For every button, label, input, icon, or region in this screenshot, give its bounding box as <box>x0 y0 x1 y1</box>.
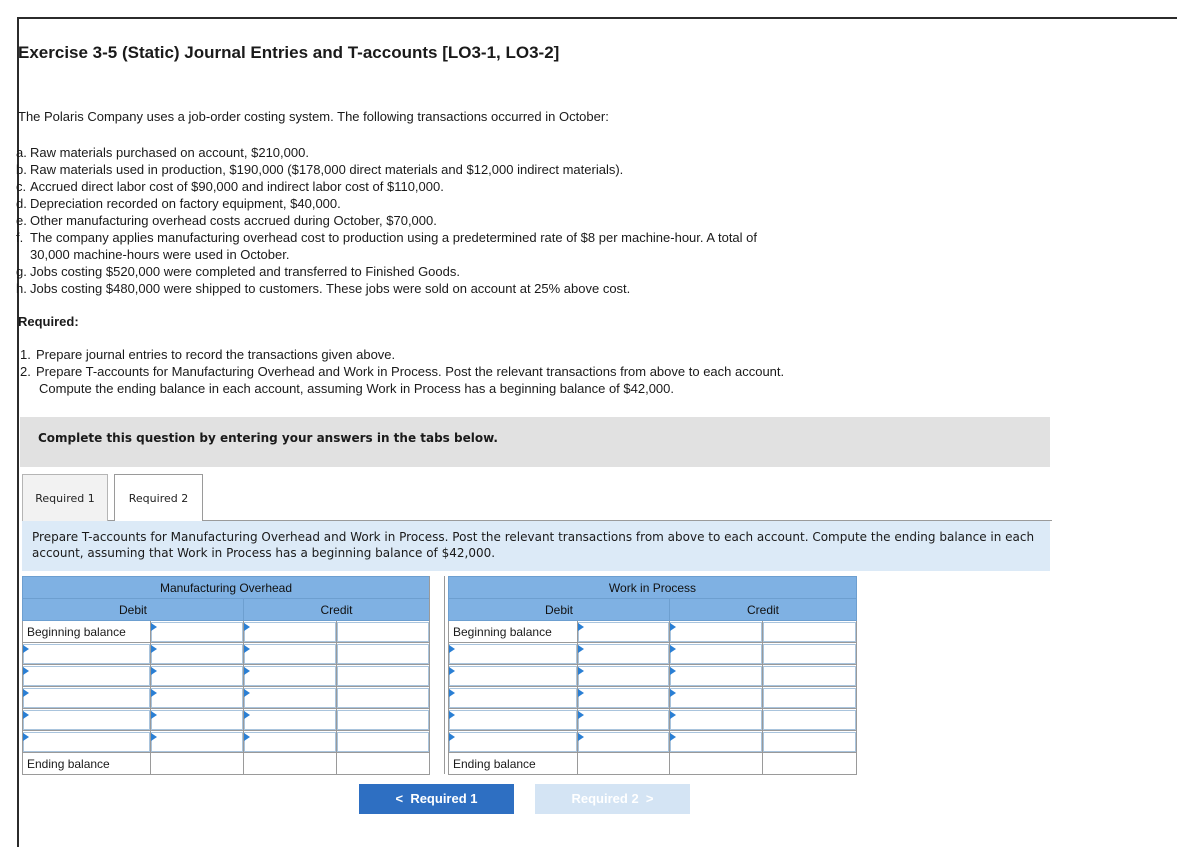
dropdown-arrow-icon <box>23 733 29 741</box>
ending-balance-label: Ending balance <box>449 753 578 775</box>
item-text: Jobs costing $520,000 were completed and transferred to Finished Goods. <box>30 264 460 279</box>
dropdown-arrow-icon <box>578 645 584 653</box>
dropdown-arrow-icon <box>151 733 157 741</box>
posting-row <box>449 665 857 687</box>
account-input[interactable] <box>23 644 150 664</box>
account-input[interactable] <box>244 710 336 730</box>
amount-input[interactable] <box>578 710 669 730</box>
amount-input[interactable] <box>151 710 243 730</box>
amount-cell[interactable] <box>337 709 430 731</box>
dropdown-arrow-icon <box>151 711 157 719</box>
item-text: Raw materials used in production, $190,000 ($178,000 direct materials and $12,000 indirect materials). <box>30 162 624 177</box>
amount-input[interactable] <box>151 732 243 752</box>
dropdown-arrow-icon <box>578 733 584 741</box>
account-input[interactable] <box>23 710 150 730</box>
amount-input[interactable] <box>763 732 856 752</box>
transaction-item <box>16 195 757 212</box>
amount-cell[interactable] <box>151 709 244 731</box>
item-text: Raw materials purchased on account, $210,000. <box>30 145 309 160</box>
dropdown-arrow-icon <box>449 711 455 719</box>
tab-instructions: Prepare T-accounts for Manufacturing Overhead and Work in Process. Post the relevant transactions from above to each account. Compute the ending balance in each account, assuming that Work in Process has a beginning balance of $42,000. <box>22 521 1050 571</box>
account-cell[interactable] <box>449 731 578 753</box>
amount-cell[interactable] <box>151 621 244 643</box>
posting-row <box>449 687 857 709</box>
dropdown-arrow-icon <box>23 689 29 697</box>
ending-credit-amount-cell[interactable] <box>337 753 430 775</box>
account-cell[interactable] <box>23 687 151 709</box>
dropdown-arrow-icon <box>578 667 584 675</box>
item-marker: 1. <box>20 347 31 362</box>
amount-input[interactable] <box>578 666 669 686</box>
account-input[interactable] <box>244 644 336 664</box>
ending-credit-label-cell <box>244 753 337 775</box>
item-text: Jobs costing $480,000 were shipped to customers. These jobs were sold on account at 25% above cost. <box>30 281 631 296</box>
account-input[interactable] <box>670 644 762 664</box>
tab-required-2[interactable]: Required 2 <box>114 474 203 522</box>
amount-input[interactable] <box>337 666 429 686</box>
account-cell[interactable] <box>670 621 763 643</box>
dropdown-arrow-icon <box>670 623 676 631</box>
amount-cell[interactable] <box>578 643 670 665</box>
ending-credit-amount-cell[interactable] <box>763 753 857 775</box>
dropdown-arrow-icon <box>244 623 250 631</box>
amount-input[interactable] <box>337 710 429 730</box>
account-input[interactable] <box>670 710 762 730</box>
tab-required-1[interactable]: Required 1 <box>22 474 108 521</box>
account-cell[interactable] <box>449 643 578 665</box>
intro-text: The Polaris Company uses a job-order costing system. The following transactions occurred in October: <box>18 109 609 124</box>
item-marker: 2. <box>20 364 31 379</box>
account-input[interactable] <box>23 688 150 708</box>
ending-amount-cell[interactable] <box>151 753 244 775</box>
account-input[interactable] <box>244 666 336 686</box>
account-cell[interactable] <box>244 687 337 709</box>
amount-input[interactable] <box>578 622 669 642</box>
dropdown-arrow-icon <box>449 689 455 697</box>
account-cell[interactable] <box>23 709 151 731</box>
transaction-item <box>16 229 757 263</box>
required-heading: Required: <box>18 314 79 329</box>
dropdown-arrow-icon <box>151 689 157 697</box>
amount-input[interactable] <box>578 644 669 664</box>
item-marker: c. <box>16 179 27 194</box>
ending-amount-cell[interactable] <box>578 753 670 775</box>
amount-cell[interactable] <box>337 621 430 643</box>
dropdown-arrow-icon <box>23 645 29 653</box>
amount-cell[interactable] <box>763 687 857 709</box>
chevron-right-icon: > <box>645 791 654 806</box>
account-cell[interactable] <box>449 687 578 709</box>
amount-input[interactable] <box>337 644 429 664</box>
item-text: Prepare T-accounts for Manufacturing Overhead and Work in Process. Post the relevant transactions from above to each account. <box>36 364 785 379</box>
ending-credit-label-cell <box>670 753 763 775</box>
account-title: Work in Process <box>449 577 857 599</box>
account-input[interactable] <box>670 666 762 686</box>
dropdown-arrow-icon <box>244 645 250 653</box>
dropdown-arrow-icon <box>244 733 250 741</box>
transaction-item <box>16 263 757 280</box>
dropdown-arrow-icon <box>151 623 157 631</box>
amount-input[interactable] <box>763 710 856 730</box>
item-text: Prepare journal entries to record the transactions given above. <box>36 347 396 362</box>
dropdown-arrow-icon <box>670 667 676 675</box>
account-input[interactable] <box>449 710 577 730</box>
amount-input[interactable] <box>337 732 429 752</box>
item-marker: f. <box>16 230 24 245</box>
account-cell[interactable] <box>449 709 578 731</box>
next-button-label: Required 2 <box>571 791 639 806</box>
amount-input[interactable] <box>151 644 243 664</box>
dropdown-arrow-icon <box>670 689 676 697</box>
amount-cell[interactable] <box>763 665 857 687</box>
account-input[interactable] <box>670 622 762 642</box>
dropdown-arrow-icon <box>449 667 455 675</box>
account-cell[interactable] <box>244 643 337 665</box>
amount-cell[interactable] <box>151 731 244 753</box>
dropdown-arrow-icon <box>670 733 676 741</box>
dropdown-arrow-icon <box>670 711 676 719</box>
item-marker: d. <box>16 196 27 211</box>
tab-bar <box>22 474 1052 521</box>
item-text-continued: 30,000 machine-hours were used in October. <box>30 247 290 262</box>
dropdown-arrow-icon <box>578 689 584 697</box>
work-in-process-t-account <box>448 576 857 775</box>
amount-cell[interactable] <box>337 731 430 753</box>
account-cell[interactable] <box>244 665 337 687</box>
account-cell[interactable] <box>23 665 151 687</box>
account-input[interactable] <box>244 622 336 642</box>
account-cell[interactable] <box>244 709 337 731</box>
account-cell[interactable] <box>670 665 763 687</box>
posting-row <box>449 643 857 665</box>
amount-cell[interactable] <box>578 621 670 643</box>
amount-input[interactable] <box>578 688 669 708</box>
amount-cell[interactable] <box>763 621 857 643</box>
dropdown-arrow-icon <box>449 645 455 653</box>
account-cell[interactable] <box>670 731 763 753</box>
manufacturing-overhead-t-account <box>22 576 430 775</box>
posting-row <box>23 687 430 709</box>
account-title: Manufacturing Overhead <box>23 577 430 599</box>
amount-cell[interactable] <box>337 643 430 665</box>
account-input[interactable] <box>670 688 762 708</box>
amount-input[interactable] <box>151 666 243 686</box>
posting-row <box>449 731 857 753</box>
transaction-item <box>16 280 757 297</box>
amount-input[interactable] <box>151 688 243 708</box>
account-cell[interactable] <box>449 665 578 687</box>
debit-header: Debit <box>23 599 244 621</box>
account-input[interactable] <box>244 688 336 708</box>
transaction-item <box>16 212 757 229</box>
amount-cell[interactable] <box>578 731 670 753</box>
dropdown-arrow-icon <box>244 667 250 675</box>
account-input[interactable] <box>670 732 762 752</box>
amount-input[interactable] <box>337 688 429 708</box>
amount-input[interactable] <box>578 732 669 752</box>
item-text: Accrued direct labor cost of $90,000 and indirect labor cost of $110,000. <box>30 179 444 194</box>
item-marker: b. <box>16 162 27 177</box>
amount-input[interactable] <box>763 622 856 642</box>
account-input[interactable] <box>449 666 577 686</box>
amount-input[interactable] <box>763 666 856 686</box>
amount-input[interactable] <box>763 688 856 708</box>
posting-row <box>449 709 857 731</box>
amount-cell[interactable] <box>578 665 670 687</box>
account-input[interactable] <box>23 732 150 752</box>
debit-header: Debit <box>449 599 670 621</box>
t-account-separator <box>429 576 445 774</box>
amount-input[interactable] <box>151 622 243 642</box>
credit-header: Credit <box>244 599 430 621</box>
dropdown-arrow-icon <box>449 733 455 741</box>
ending-balance-label: Ending balance <box>23 753 151 775</box>
account-cell[interactable] <box>244 621 337 643</box>
amount-cell[interactable] <box>151 643 244 665</box>
account-input[interactable] <box>449 732 577 752</box>
posting-row <box>23 643 430 665</box>
item-marker: h. <box>16 281 27 296</box>
transaction-item <box>16 161 757 178</box>
amount-cell[interactable] <box>578 709 670 731</box>
instruction-banner: Complete this question by entering your answers in the tabs below. <box>20 417 1050 467</box>
item-text-continued: Compute the ending balance in each account, assuming Work in Process has a beginning balance of $42,000. <box>39 381 675 396</box>
item-text: The company applies manufacturing overhead cost to production using a predetermined rate of $8 per machine-hour. A total of <box>30 230 757 245</box>
account-cell[interactable] <box>23 643 151 665</box>
requirement-item <box>20 363 784 397</box>
beginning-balance-label: Beginning balance <box>23 621 151 643</box>
dropdown-arrow-icon <box>578 623 584 631</box>
next-required-button[interactable] <box>535 784 690 814</box>
amount-cell[interactable] <box>763 731 857 753</box>
posting-row <box>23 709 430 731</box>
requirements-list <box>20 346 784 397</box>
dropdown-arrow-icon <box>244 689 250 697</box>
account-input[interactable] <box>449 644 577 664</box>
account-cell[interactable] <box>670 709 763 731</box>
amount-cell[interactable] <box>763 709 857 731</box>
item-text: Other manufacturing overhead costs accrued during October, $70,000. <box>30 213 437 228</box>
posting-row <box>23 665 430 687</box>
dropdown-arrow-icon <box>23 711 29 719</box>
account-cell[interactable] <box>670 687 763 709</box>
account-cell[interactable] <box>23 731 151 753</box>
transaction-item <box>16 144 757 161</box>
amount-cell[interactable] <box>578 687 670 709</box>
item-marker: e. <box>16 213 27 228</box>
requirement-item <box>20 346 784 363</box>
dropdown-arrow-icon <box>670 645 676 653</box>
amount-cell[interactable] <box>151 665 244 687</box>
chevron-left-icon: < <box>395 791 404 806</box>
account-cell[interactable] <box>244 731 337 753</box>
transaction-item <box>16 178 757 195</box>
account-input[interactable] <box>244 732 336 752</box>
amount-cell[interactable] <box>337 665 430 687</box>
dropdown-arrow-icon <box>151 667 157 675</box>
amount-cell[interactable] <box>763 643 857 665</box>
amount-cell[interactable] <box>337 687 430 709</box>
amount-cell[interactable] <box>151 687 244 709</box>
prev-required-button[interactable] <box>359 784 514 814</box>
item-marker: a. <box>16 145 27 160</box>
amount-input[interactable] <box>337 622 429 642</box>
item-text: Depreciation recorded on factory equipment, $40,000. <box>30 196 341 211</box>
dropdown-arrow-icon <box>23 667 29 675</box>
transactions-list <box>16 144 757 297</box>
account-input[interactable] <box>449 688 577 708</box>
item-marker: g. <box>16 264 27 279</box>
exercise-title: Exercise 3-5 (Static) Journal Entries and T-accounts [LO3-1, LO3-2] <box>18 43 560 62</box>
credit-header: Credit <box>670 599 857 621</box>
amount-input[interactable] <box>763 644 856 664</box>
account-cell[interactable] <box>670 643 763 665</box>
account-input[interactable] <box>23 666 150 686</box>
posting-row <box>23 731 430 753</box>
beginning-balance-label: Beginning balance <box>449 621 578 643</box>
exercise-panel <box>17 17 1177 847</box>
dropdown-arrow-icon <box>244 711 250 719</box>
dropdown-arrow-icon <box>151 645 157 653</box>
dropdown-arrow-icon <box>578 711 584 719</box>
prev-button-label: Required 1 <box>410 791 478 806</box>
